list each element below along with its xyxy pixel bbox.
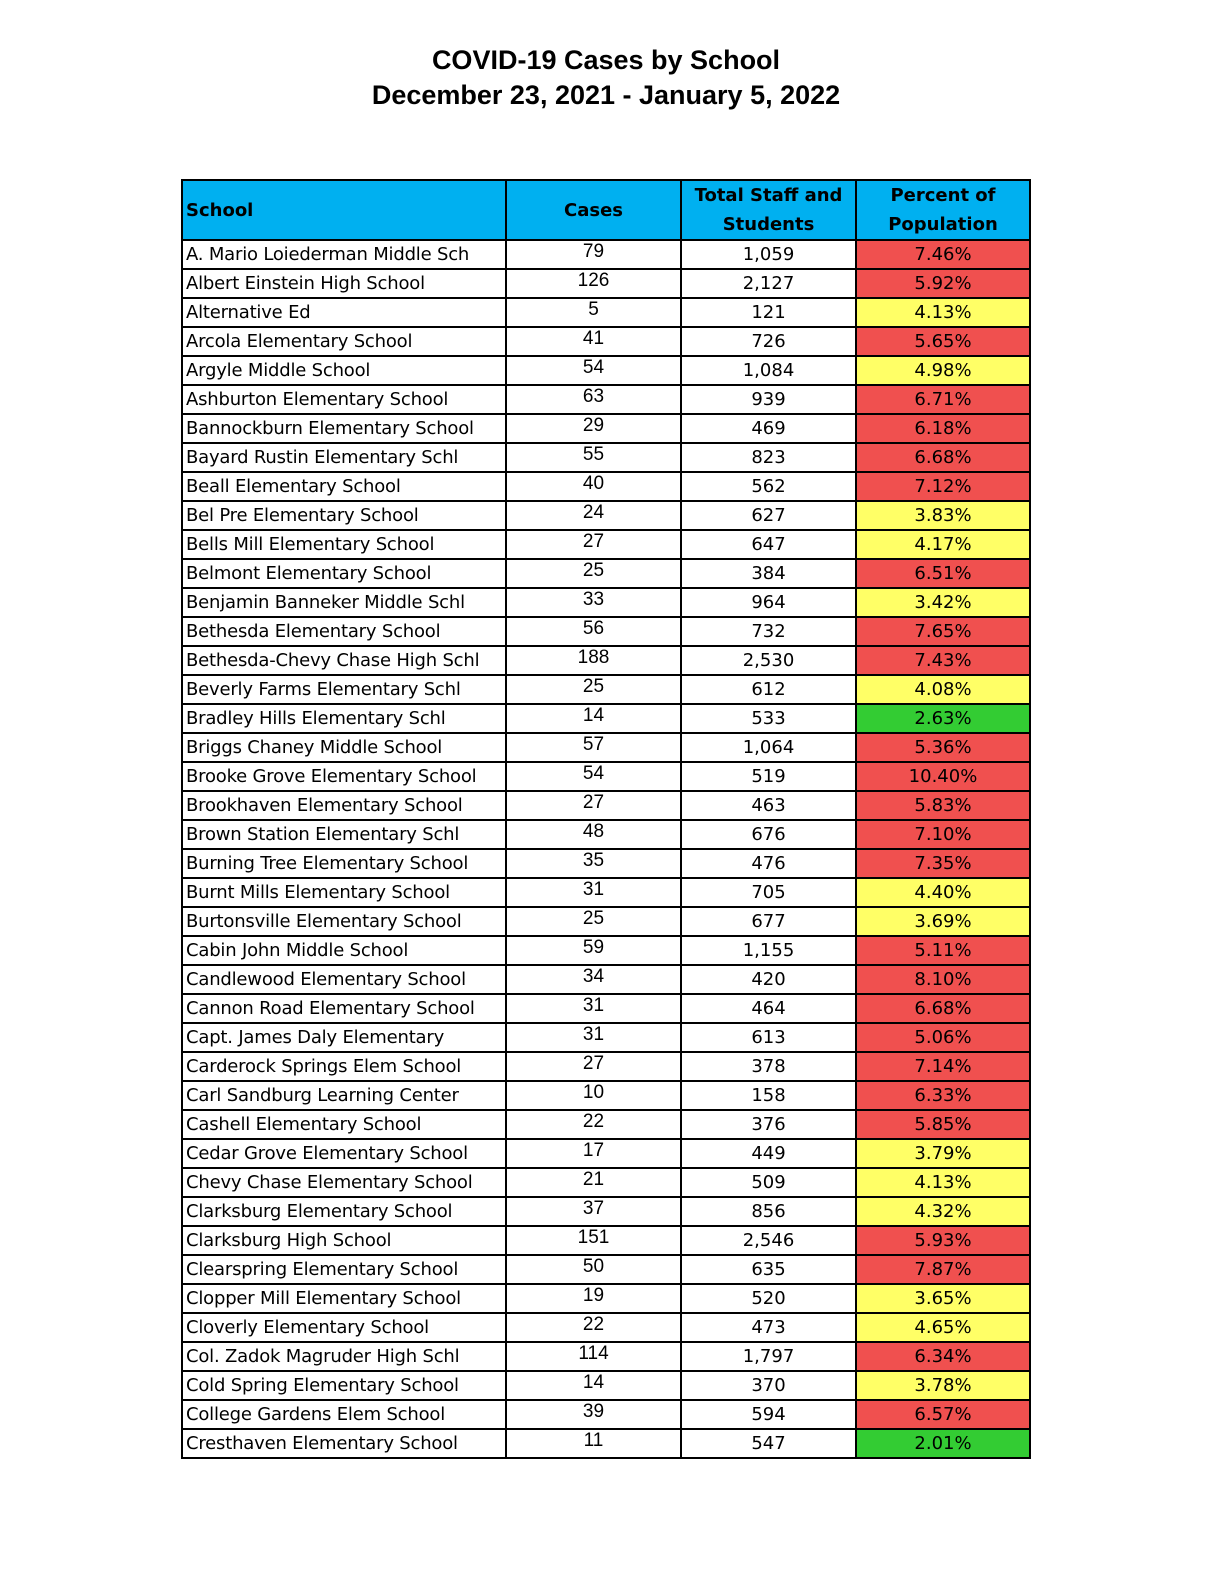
table-row [182,733,1030,762]
percent-cell: 6.71% [856,385,1030,414]
cases-cell: 22 [506,1313,681,1342]
school-cell: Belmont Elementary School [182,559,506,588]
table-row [182,356,1030,385]
school-cell: Cold Spring Elementary School [182,1371,506,1400]
school-cell: Col. Zadok Magruder High Schl [182,1342,506,1371]
school-cell: Capt. James Daly Elementary [182,1023,506,1052]
school-cell: Bradley Hills Elementary Schl [182,704,506,733]
table-row [182,646,1030,675]
percent-cell: 7.65% [856,617,1030,646]
total-cell: 726 [681,327,856,356]
total-cell: 469 [681,414,856,443]
table-row [182,327,1030,356]
table-row [182,1168,1030,1197]
table-row [182,1052,1030,1081]
total-cell: 463 [681,791,856,820]
cases-cell: 25 [506,907,681,936]
percent-cell: 5.92% [856,269,1030,298]
percent-cell: 4.13% [856,298,1030,327]
school-cell: Chevy Chase Elementary School [182,1168,506,1197]
table-row [182,617,1030,646]
cases-cell: 54 [506,356,681,385]
school-cell: Briggs Chaney Middle School [182,733,506,762]
total-cell: 1,084 [681,356,856,385]
table-row [182,1081,1030,1110]
percent-cell: 4.40% [856,878,1030,907]
total-cell: 823 [681,443,856,472]
cases-cell: 41 [506,327,681,356]
total-cell: 594 [681,1400,856,1429]
school-cell: Bethesda-Chevy Chase High Schl [182,646,506,675]
total-cell: 533 [681,704,856,733]
cases-cell: 50 [506,1255,681,1284]
table-row [182,849,1030,878]
cases-cell: 14 [506,1371,681,1400]
total-cell: 2,530 [681,646,856,675]
table-row [182,240,1030,269]
table-row [182,1110,1030,1139]
percent-cell: 4.65% [856,1313,1030,1342]
percent-cell: 3.78% [856,1371,1030,1400]
percent-cell: 5.83% [856,791,1030,820]
school-cell: Carl Sandburg Learning Center [182,1081,506,1110]
school-cell: Alternative Ed [182,298,506,327]
cases-cell: 39 [506,1400,681,1429]
percent-cell: 7.10% [856,820,1030,849]
column-header-percent-line2: Population [888,214,998,235]
percent-cell: 6.33% [856,1081,1030,1110]
table-row [182,385,1030,414]
total-cell: 547 [681,1429,856,1458]
school-cell: Candlewood Elementary School [182,965,506,994]
school-cell: Cloverly Elementary School [182,1313,506,1342]
cases-cell: 34 [506,965,681,994]
cases-cell: 56 [506,617,681,646]
total-cell: 370 [681,1371,856,1400]
percent-cell: 7.35% [856,849,1030,878]
column-header-school: School [182,180,506,240]
percent-cell: 6.34% [856,1342,1030,1371]
cases-cell: 24 [506,501,681,530]
school-cell: Cresthaven Elementary School [182,1429,506,1458]
table-row [182,1255,1030,1284]
school-cell: College Gardens Elem School [182,1400,506,1429]
table-row [182,1023,1030,1052]
school-cell: Ashburton Elementary School [182,385,506,414]
cases-cell: 114 [506,1342,681,1371]
cases-cell: 37 [506,1197,681,1226]
cases-cell: 57 [506,733,681,762]
cases-cell: 54 [506,762,681,791]
percent-cell: 6.51% [856,559,1030,588]
percent-cell: 7.46% [856,240,1030,269]
school-cell: Carderock Springs Elem School [182,1052,506,1081]
percent-cell: 3.69% [856,907,1030,936]
percent-cell: 2.63% [856,704,1030,733]
cases-cell: 25 [506,559,681,588]
cases-cell: 31 [506,1023,681,1052]
percent-cell: 5.06% [856,1023,1030,1052]
percent-cell: 3.83% [856,501,1030,530]
cases-cell: 27 [506,1052,681,1081]
percent-cell: 7.12% [856,472,1030,501]
school-cell: Beverly Farms Elementary Schl [182,675,506,704]
cases-cell: 63 [506,385,681,414]
total-cell: 613 [681,1023,856,1052]
percent-cell: 7.43% [856,646,1030,675]
percent-cell: 5.11% [856,936,1030,965]
total-cell: 635 [681,1255,856,1284]
percent-cell: 3.42% [856,588,1030,617]
percent-cell: 6.68% [856,443,1030,472]
total-cell: 676 [681,820,856,849]
column-header-total-line2: Students [722,214,815,235]
total-cell: 2,127 [681,269,856,298]
percent-cell: 4.08% [856,675,1030,704]
table-row [182,559,1030,588]
total-cell: 964 [681,588,856,617]
column-header-total [681,180,856,240]
total-cell: 158 [681,1081,856,1110]
total-cell: 464 [681,994,856,1023]
table-row [182,704,1030,733]
school-cell: Bel Pre Elementary School [182,501,506,530]
total-cell: 677 [681,907,856,936]
school-cell: Burnt Mills Elementary School [182,878,506,907]
cases-cell: 188 [506,646,681,675]
total-cell: 2,546 [681,1226,856,1255]
school-cell: Cedar Grove Elementary School [182,1139,506,1168]
school-cell: Beall Elementary School [182,472,506,501]
percent-cell: 5.85% [856,1110,1030,1139]
table-row [182,1226,1030,1255]
table-row [182,907,1030,936]
school-cell: Clarksburg Elementary School [182,1197,506,1226]
table-row [182,675,1030,704]
percent-cell: 2.01% [856,1429,1030,1458]
total-cell: 856 [681,1197,856,1226]
table-row [182,443,1030,472]
cases-cell: 27 [506,791,681,820]
column-header-percent-line1: Percent of [890,185,996,206]
column-header-percent [856,180,1030,240]
cases-cell: 25 [506,675,681,704]
total-cell: 509 [681,1168,856,1197]
cases-cell: 31 [506,994,681,1023]
table-row [182,414,1030,443]
table-row [182,762,1030,791]
percent-cell: 4.32% [856,1197,1030,1226]
total-cell: 612 [681,675,856,704]
header-row [182,180,1030,240]
table-row [182,1429,1030,1458]
school-cell: Bells Mill Elementary School [182,530,506,559]
total-cell: 705 [681,878,856,907]
table-row [182,1400,1030,1429]
cases-cell: 79 [506,240,681,269]
cases-cell: 11 [506,1429,681,1458]
page-title: COVID-19 Cases by School [431,45,781,75]
total-cell: 1,797 [681,1342,856,1371]
cases-cell: 19 [506,1284,681,1313]
cases-cell: 10 [506,1081,681,1110]
total-cell: 449 [681,1139,856,1168]
percent-cell: 5.36% [856,733,1030,762]
table-row [182,501,1030,530]
school-cell: Clarksburg High School [182,1226,506,1255]
cases-cell: 14 [506,704,681,733]
cases-cell: 22 [506,1110,681,1139]
table-row [182,588,1030,617]
cases-cell: 27 [506,530,681,559]
percent-cell: 5.93% [856,1226,1030,1255]
total-cell: 562 [681,472,856,501]
total-cell: 519 [681,762,856,791]
total-cell: 732 [681,617,856,646]
table-row [182,472,1030,501]
table-row [182,269,1030,298]
school-cell: Cabin John Middle School [182,936,506,965]
table-row [182,1139,1030,1168]
table-row [182,298,1030,327]
table-row [182,965,1030,994]
school-cell: Bayard Rustin Elementary Schl [182,443,506,472]
cases-cell: 151 [506,1226,681,1255]
table-row [182,878,1030,907]
total-cell: 1,059 [681,240,856,269]
school-cell: Argyle Middle School [182,356,506,385]
total-cell: 1,064 [681,733,856,762]
percent-cell: 4.17% [856,530,1030,559]
table-row [182,820,1030,849]
table-row [182,1313,1030,1342]
cases-cell: 55 [506,443,681,472]
cases-cell: 35 [506,849,681,878]
column-header-cases: Cases [506,180,681,240]
table-row [182,791,1030,820]
school-cell: Brooke Grove Elementary School [182,762,506,791]
table-row [182,1284,1030,1313]
table-row [182,1371,1030,1400]
cases-cell: 59 [506,936,681,965]
percent-cell: 3.79% [856,1139,1030,1168]
cases-cell: 17 [506,1139,681,1168]
total-cell: 376 [681,1110,856,1139]
table-row [182,1342,1030,1371]
cases-cell: 33 [506,588,681,617]
percent-cell: 10.40% [856,762,1030,791]
table-row [182,530,1030,559]
cases-cell: 40 [506,472,681,501]
school-cell: Burning Tree Elementary School [182,849,506,878]
column-header-total-line1: Total Staff and [694,185,843,206]
school-cell: A. Mario Loiederman Middle Sch [182,240,506,269]
percent-cell: 6.18% [856,414,1030,443]
school-cell: Brookhaven Elementary School [182,791,506,820]
school-cell: Brown Station Elementary Schl [182,820,506,849]
total-cell: 473 [681,1313,856,1342]
school-cell: Clopper Mill Elementary School [182,1284,506,1313]
cases-cell: 48 [506,820,681,849]
total-cell: 476 [681,849,856,878]
school-cell: Benjamin Banneker Middle Schl [182,588,506,617]
table-body [182,240,1030,1458]
cases-cell: 29 [506,414,681,443]
percent-cell: 8.10% [856,965,1030,994]
table-row [182,1197,1030,1226]
school-cell: Bethesda Elementary School [182,617,506,646]
percent-cell: 4.98% [856,356,1030,385]
cases-cell: 31 [506,878,681,907]
percent-cell: 7.14% [856,1052,1030,1081]
school-cell: Cannon Road Elementary School [182,994,506,1023]
percent-cell: 6.68% [856,994,1030,1023]
total-cell: 378 [681,1052,856,1081]
school-cell: Arcola Elementary School [182,327,506,356]
cases-table [181,179,1031,1459]
total-cell: 121 [681,298,856,327]
school-cell: Albert Einstein High School [182,269,506,298]
total-cell: 939 [681,385,856,414]
cases-cell: 5 [506,298,681,327]
school-cell: Clearspring Elementary School [182,1255,506,1284]
percent-cell: 4.13% [856,1168,1030,1197]
table-row [182,994,1030,1023]
table-row [182,936,1030,965]
percent-cell: 3.65% [856,1284,1030,1313]
total-cell: 384 [681,559,856,588]
total-cell: 1,155 [681,936,856,965]
cases-cell: 126 [506,269,681,298]
page-subtitle: December 23, 2021 - January 5, 2022 [371,80,841,110]
total-cell: 420 [681,965,856,994]
cases-cell: 21 [506,1168,681,1197]
school-cell: Cashell Elementary School [182,1110,506,1139]
total-cell: 647 [681,530,856,559]
percent-cell: 6.57% [856,1400,1030,1429]
school-cell: Bannockburn Elementary School [182,414,506,443]
school-cell: Burtonsville Elementary School [182,907,506,936]
percent-cell: 7.87% [856,1255,1030,1284]
percent-cell: 5.65% [856,327,1030,356]
total-cell: 520 [681,1284,856,1313]
total-cell: 627 [681,501,856,530]
